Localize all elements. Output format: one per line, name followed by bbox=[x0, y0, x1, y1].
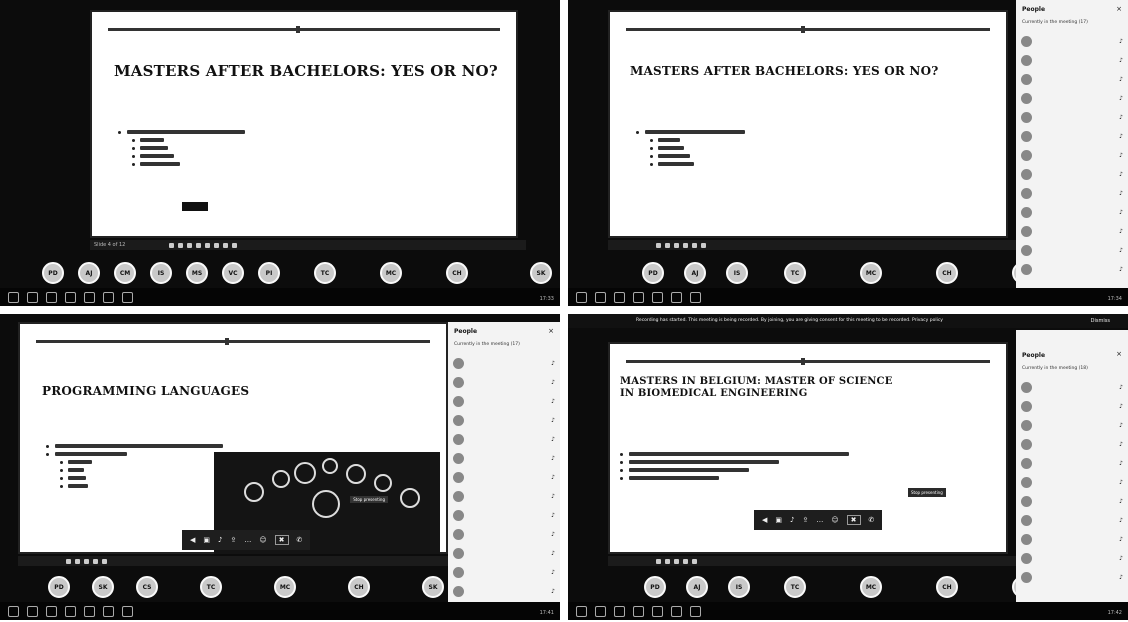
avatar bbox=[1021, 207, 1032, 218]
mic-off-icon: ♪ bbox=[551, 360, 555, 367]
people-title: People bbox=[454, 328, 478, 335]
pen-icon[interactable] bbox=[665, 243, 670, 248]
pointer-icon[interactable] bbox=[656, 243, 661, 248]
avatar bbox=[1021, 264, 1032, 275]
powerpoint-icon[interactable] bbox=[103, 292, 114, 303]
powerpoint-icon[interactable] bbox=[671, 292, 682, 303]
participant-avatar[interactable]: IS bbox=[726, 262, 748, 284]
avatar bbox=[1021, 534, 1032, 545]
teams-icon[interactable] bbox=[84, 606, 95, 617]
people-subtitle[interactable]: Currently in the meeting (18) bbox=[1022, 366, 1088, 371]
search-icon[interactable] bbox=[595, 606, 606, 617]
search-icon[interactable] bbox=[595, 292, 606, 303]
mic-off-icon: ♪ bbox=[551, 417, 555, 424]
participant-avatar[interactable]: CM bbox=[114, 262, 136, 284]
word-icon[interactable] bbox=[122, 292, 133, 303]
recording-notice: Recording has started. This meeting is being recorded. By joining, you are giving consent for this meeting to be recorded. Privacy policy bbox=[636, 318, 943, 323]
mic-off-icon: ♪ bbox=[1119, 190, 1123, 197]
next-slide-icon[interactable] bbox=[232, 243, 237, 248]
list-item[interactable] bbox=[1021, 70, 1124, 89]
participant-avatar[interactable]: SK bbox=[422, 576, 444, 598]
avatar bbox=[453, 434, 464, 445]
people-panel bbox=[1016, 0, 1128, 290]
close-icon[interactable]: × bbox=[548, 327, 554, 335]
file-explorer-icon[interactable] bbox=[46, 606, 57, 617]
slide-control-bar[interactable] bbox=[90, 240, 526, 250]
search-icon[interactable] bbox=[27, 292, 38, 303]
people-title: People bbox=[1022, 352, 1046, 359]
mic-off-icon: ♪ bbox=[1119, 247, 1123, 254]
close-icon[interactable]: × bbox=[1116, 5, 1122, 13]
highlighter-icon[interactable] bbox=[187, 243, 192, 248]
participant-avatar[interactable]: IS bbox=[728, 576, 750, 598]
people-list bbox=[453, 354, 556, 601]
mic-off-icon: ♪ bbox=[1119, 517, 1123, 524]
file-explorer-icon[interactable] bbox=[614, 292, 625, 303]
list-item[interactable] bbox=[453, 525, 556, 544]
participant-avatar[interactable]: CH bbox=[446, 262, 468, 284]
browser-icon[interactable] bbox=[65, 606, 76, 617]
mic-icon[interactable]: ♪ bbox=[218, 536, 223, 544]
list-item[interactable] bbox=[1021, 165, 1124, 184]
avatar bbox=[1021, 477, 1032, 488]
list-item[interactable] bbox=[1021, 203, 1124, 222]
slide-control-bar[interactable] bbox=[18, 556, 456, 566]
mic-off-icon: ♪ bbox=[1119, 460, 1123, 467]
mic-off-icon: ♪ bbox=[1119, 133, 1123, 140]
mic-off-icon: ♪ bbox=[1119, 441, 1123, 448]
avatar bbox=[1021, 245, 1032, 256]
close-icon[interactable]: × bbox=[1116, 350, 1122, 358]
list-item[interactable] bbox=[1021, 32, 1124, 51]
eraser-icon[interactable] bbox=[683, 243, 688, 248]
mic-off-icon: ♪ bbox=[551, 588, 555, 595]
list-item[interactable] bbox=[1021, 378, 1124, 397]
file-explorer-icon[interactable] bbox=[46, 292, 57, 303]
people-list bbox=[1021, 32, 1124, 279]
avatar bbox=[1021, 55, 1032, 66]
list-item[interactable] bbox=[1021, 146, 1124, 165]
list-item[interactable] bbox=[453, 392, 556, 411]
participant-avatar[interactable]: SK bbox=[530, 262, 552, 284]
avatar bbox=[453, 586, 464, 597]
stop-presenting-button[interactable]: ✖ bbox=[275, 535, 289, 545]
more-icon[interactable]: … bbox=[816, 516, 824, 524]
participant-avatar[interactable]: PD bbox=[48, 576, 70, 598]
participant-avatar[interactable]: TC bbox=[784, 576, 806, 598]
word-icon[interactable] bbox=[690, 606, 701, 617]
mic-off-icon: ♪ bbox=[1119, 555, 1123, 562]
avatar bbox=[1021, 496, 1032, 507]
word-icon[interactable] bbox=[122, 606, 133, 617]
list-item[interactable] bbox=[1021, 568, 1124, 587]
avatar bbox=[453, 548, 464, 559]
eraser-icon[interactable] bbox=[683, 559, 688, 564]
list-item[interactable] bbox=[1021, 241, 1124, 260]
hang-up-icon[interactable]: ✆ bbox=[868, 516, 875, 524]
participant-strip bbox=[42, 262, 552, 284]
list-item[interactable] bbox=[453, 468, 556, 487]
recording-banner bbox=[568, 314, 1128, 328]
participant-avatar[interactable]: VC bbox=[222, 262, 244, 284]
avatar bbox=[453, 396, 464, 407]
pen-icon[interactable] bbox=[178, 243, 183, 248]
pointer-icon[interactable] bbox=[656, 559, 661, 564]
list-item[interactable] bbox=[1021, 473, 1124, 492]
avatar bbox=[1021, 458, 1032, 469]
avatar bbox=[453, 529, 464, 540]
eraser-icon[interactable] bbox=[196, 243, 201, 248]
teams-icon[interactable] bbox=[652, 606, 663, 617]
mic-off-icon: ♪ bbox=[1119, 76, 1123, 83]
mic-off-icon: ♪ bbox=[1119, 403, 1123, 410]
reactions-icon[interactable]: ☺ bbox=[831, 516, 839, 524]
list-item[interactable] bbox=[453, 582, 556, 601]
start-icon[interactable] bbox=[8, 606, 19, 617]
screenshot-quadrant-2 bbox=[568, 0, 1128, 306]
avatar bbox=[1021, 572, 1032, 583]
list-item[interactable] bbox=[1021, 127, 1124, 146]
participant-avatar[interactable]: MC bbox=[860, 262, 882, 284]
avatar bbox=[1021, 439, 1032, 450]
list-item[interactable] bbox=[1021, 511, 1124, 530]
avatar bbox=[1021, 74, 1032, 85]
mic-off-icon: ♪ bbox=[1119, 114, 1123, 121]
participant-avatar[interactable]: AJ bbox=[684, 262, 706, 284]
list-item[interactable] bbox=[453, 487, 556, 506]
people-title: People bbox=[1022, 6, 1046, 13]
people-panel bbox=[1016, 330, 1128, 602]
list-item[interactable] bbox=[1021, 260, 1124, 279]
pen-icon[interactable] bbox=[75, 559, 80, 564]
next-slide-icon[interactable] bbox=[102, 559, 107, 564]
slide-bullets bbox=[620, 452, 849, 484]
participant-avatar[interactable]: CH bbox=[348, 576, 370, 598]
list-item[interactable] bbox=[453, 373, 556, 392]
mic-off-icon: ♪ bbox=[551, 550, 555, 557]
avatar bbox=[1021, 553, 1032, 564]
avatar bbox=[453, 491, 464, 502]
slide-control-bar[interactable] bbox=[608, 240, 1016, 250]
participant-avatar[interactable]: AJ bbox=[78, 262, 100, 284]
participant-avatar[interactable]: PD bbox=[642, 262, 664, 284]
avatar bbox=[1021, 515, 1032, 526]
windows-taskbar bbox=[568, 288, 1128, 306]
mic-off-icon: ♪ bbox=[1119, 209, 1123, 216]
participant-avatar[interactable]: TC bbox=[314, 262, 336, 284]
mic-off-icon: ♪ bbox=[1119, 228, 1123, 235]
slide-counter: Slide 4 of 12 bbox=[94, 242, 126, 248]
screenshot-quadrant-4 bbox=[568, 314, 1128, 620]
highlighter-icon[interactable] bbox=[674, 559, 679, 564]
mic-icon[interactable]: ♪ bbox=[790, 516, 795, 524]
stop-presenting-tooltip: Stop presenting bbox=[908, 488, 946, 497]
start-icon[interactable] bbox=[576, 292, 587, 303]
slide-title: PROGRAMMING LANGUAGES bbox=[42, 384, 250, 398]
list-item[interactable] bbox=[1021, 454, 1124, 473]
participant-avatar[interactable]: CS bbox=[136, 576, 158, 598]
participant-avatar[interactable]: MC bbox=[274, 576, 296, 598]
mic-off-icon: ♪ bbox=[551, 379, 555, 386]
undo-icon[interactable] bbox=[214, 243, 219, 248]
participant-avatar[interactable]: MC bbox=[860, 576, 882, 598]
avatar bbox=[453, 567, 464, 578]
leave-button[interactable]: ◀ bbox=[762, 516, 768, 524]
participant-avatar[interactable]: SK bbox=[92, 576, 114, 598]
list-item[interactable] bbox=[1021, 222, 1124, 241]
mic-off-icon: ♪ bbox=[1119, 95, 1123, 102]
start-icon[interactable] bbox=[576, 606, 587, 617]
word-icon[interactable] bbox=[690, 292, 701, 303]
start-icon[interactable] bbox=[8, 292, 19, 303]
participant-avatar[interactable]: AJ bbox=[686, 576, 708, 598]
participant-avatar[interactable]: PD bbox=[644, 576, 666, 598]
slide-header-rule bbox=[36, 340, 430, 343]
prev-slide-icon[interactable] bbox=[223, 243, 228, 248]
list-item[interactable] bbox=[453, 449, 556, 468]
list-item[interactable] bbox=[1021, 184, 1124, 203]
list-item[interactable] bbox=[453, 430, 556, 449]
mic-off-icon: ♪ bbox=[1119, 152, 1123, 159]
mic-off-icon: ♪ bbox=[551, 512, 555, 519]
dismiss-button[interactable]: Dismiss bbox=[1090, 318, 1110, 324]
list-item[interactable] bbox=[453, 544, 556, 563]
participant-avatar[interactable]: CH bbox=[936, 262, 958, 284]
list-item[interactable] bbox=[1021, 108, 1124, 127]
windows-taskbar bbox=[0, 288, 560, 306]
avatar bbox=[1021, 188, 1032, 199]
reactions-icon[interactable]: ☺ bbox=[259, 536, 267, 544]
slide-header-rule bbox=[626, 28, 990, 31]
mic-off-icon: ♪ bbox=[1119, 266, 1123, 273]
participant-strip bbox=[48, 576, 444, 598]
avatar bbox=[1021, 382, 1032, 393]
stop-presenting-tooltip: Stop presenting bbox=[350, 496, 388, 503]
list-item[interactable] bbox=[1021, 549, 1124, 568]
file-explorer-icon[interactable] bbox=[614, 606, 625, 617]
slide-header-rule bbox=[108, 28, 500, 31]
participant-strip bbox=[644, 576, 1034, 598]
presentation-slide bbox=[90, 10, 518, 238]
pointer-icon[interactable] bbox=[66, 559, 71, 564]
pointer-icon[interactable] bbox=[169, 243, 174, 248]
people-list bbox=[1021, 378, 1124, 587]
list-item[interactable] bbox=[453, 411, 556, 430]
avatar bbox=[453, 510, 464, 521]
mic-off-icon: ♪ bbox=[551, 569, 555, 576]
list-item[interactable] bbox=[453, 563, 556, 582]
people-subtitle[interactable]: Currently in the meeting (17) bbox=[1022, 20, 1088, 25]
avatar bbox=[453, 358, 464, 369]
avatar bbox=[1021, 36, 1032, 47]
slide-bullets bbox=[636, 130, 745, 170]
browser-icon[interactable] bbox=[633, 606, 644, 617]
participant-avatar[interactable]: MS bbox=[186, 262, 208, 284]
system-clock[interactable]: 17:34 bbox=[1107, 296, 1122, 302]
meeting-controls bbox=[182, 530, 310, 550]
eraser-icon[interactable] bbox=[93, 559, 98, 564]
meeting-controls bbox=[754, 510, 882, 530]
avatar bbox=[453, 453, 464, 464]
participant-strip bbox=[642, 262, 1034, 284]
mic-off-icon: ♪ bbox=[551, 398, 555, 405]
avatar bbox=[453, 415, 464, 426]
teams-icon[interactable] bbox=[84, 292, 95, 303]
mic-off-icon: ♪ bbox=[1119, 57, 1123, 64]
hang-up-icon[interactable]: ✆ bbox=[296, 536, 303, 544]
list-item[interactable] bbox=[1021, 89, 1124, 108]
next-slide-icon[interactable] bbox=[692, 559, 697, 564]
list-item[interactable] bbox=[453, 506, 556, 525]
participant-avatar[interactable]: MC bbox=[380, 262, 402, 284]
share-icon[interactable]: ⇪ bbox=[802, 516, 809, 524]
highlighter-icon[interactable] bbox=[674, 243, 679, 248]
mic-off-icon: ♪ bbox=[551, 455, 555, 462]
presentation-slide bbox=[608, 10, 1008, 238]
slide-title: MASTERS IN BELGIUM: MASTER OF SCIENCE IN BIOMEDICAL ENGINEERING bbox=[620, 376, 893, 399]
windows-taskbar bbox=[0, 602, 560, 620]
mic-off-icon: ♪ bbox=[551, 436, 555, 443]
camera-icon[interactable]: ▣ bbox=[775, 516, 783, 524]
slide-bullets bbox=[118, 130, 245, 170]
people-subtitle[interactable]: Currently in the meeting (17) bbox=[454, 342, 520, 347]
mic-off-icon: ♪ bbox=[1119, 422, 1123, 429]
avatar bbox=[1021, 150, 1032, 161]
highlighter-icon[interactable] bbox=[84, 559, 89, 564]
mic-off-icon: ♪ bbox=[1119, 536, 1123, 543]
system-clock[interactable]: 17:41 bbox=[539, 610, 554, 616]
mic-off-icon: ♪ bbox=[551, 474, 555, 481]
mic-off-icon: ♪ bbox=[1119, 498, 1123, 505]
camera-icon[interactable]: ▣ bbox=[203, 536, 211, 544]
avatar bbox=[1021, 169, 1032, 180]
teams-icon[interactable] bbox=[652, 292, 663, 303]
mic-off-icon: ♪ bbox=[1119, 479, 1123, 486]
avatar bbox=[1021, 420, 1032, 431]
system-clock[interactable]: 17:42 bbox=[1107, 610, 1122, 616]
slide-title: MASTERS AFTER BACHELORS: YES OR NO? bbox=[630, 64, 939, 78]
windows-taskbar bbox=[568, 602, 1128, 620]
slide-control-bar[interactable] bbox=[608, 556, 1016, 566]
list-item[interactable] bbox=[1021, 416, 1124, 435]
list-item[interactable] bbox=[1021, 530, 1124, 549]
mic-off-icon: ♪ bbox=[551, 493, 555, 500]
laser-icon[interactable] bbox=[205, 243, 210, 248]
pen-icon[interactable] bbox=[665, 559, 670, 564]
participant-avatar[interactable]: PD bbox=[42, 262, 64, 284]
participant-avatar[interactable]: CH bbox=[936, 576, 958, 598]
laser-icon[interactable] bbox=[692, 243, 697, 248]
share-icon[interactable]: ⇪ bbox=[230, 536, 237, 544]
stop-presenting-button[interactable]: ✖ bbox=[847, 515, 861, 525]
mic-off-icon: ♪ bbox=[551, 531, 555, 538]
list-item[interactable] bbox=[1021, 397, 1124, 416]
powerpoint-icon[interactable] bbox=[103, 606, 114, 617]
avatar bbox=[1021, 93, 1032, 104]
avatar bbox=[1021, 131, 1032, 142]
avatar bbox=[1021, 401, 1032, 412]
more-icon[interactable]: … bbox=[244, 536, 252, 544]
participant-avatar[interactable]: TC bbox=[784, 262, 806, 284]
leave-button[interactable]: ◀ bbox=[190, 536, 196, 544]
avatar bbox=[453, 377, 464, 388]
mic-off-icon: ♪ bbox=[1119, 171, 1123, 178]
slide-bullets bbox=[46, 444, 223, 492]
avatar bbox=[1021, 226, 1032, 237]
mic-off-icon: ♪ bbox=[1119, 384, 1123, 391]
next-slide-icon[interactable] bbox=[701, 243, 706, 248]
participant-avatar[interactable]: PI bbox=[258, 262, 280, 284]
list-item[interactable] bbox=[1021, 435, 1124, 454]
list-item[interactable] bbox=[1021, 492, 1124, 511]
participant-avatar[interactable]: TC bbox=[200, 576, 222, 598]
list-item[interactable] bbox=[453, 354, 556, 373]
powerpoint-icon[interactable] bbox=[671, 606, 682, 617]
mic-off-icon: ♪ bbox=[1119, 38, 1123, 45]
list-item[interactable] bbox=[1021, 51, 1124, 70]
screenshot-quadrant-1 bbox=[0, 0, 560, 306]
participant-avatar[interactable]: IS bbox=[150, 262, 172, 284]
avatar bbox=[453, 472, 464, 483]
search-icon[interactable] bbox=[27, 606, 38, 617]
slide-header-rule bbox=[626, 360, 990, 363]
avatar bbox=[1021, 112, 1032, 123]
slide-title: MASTERS AFTER BACHELORS: YES OR NO? bbox=[114, 62, 498, 80]
people-panel bbox=[448, 322, 560, 612]
screenshot-quadrant-3 bbox=[0, 314, 560, 620]
system-clock[interactable]: 17:33 bbox=[539, 296, 554, 302]
tooltip bbox=[182, 202, 208, 211]
browser-icon[interactable] bbox=[65, 292, 76, 303]
mic-off-icon: ♪ bbox=[1119, 574, 1123, 581]
browser-icon[interactable] bbox=[633, 292, 644, 303]
